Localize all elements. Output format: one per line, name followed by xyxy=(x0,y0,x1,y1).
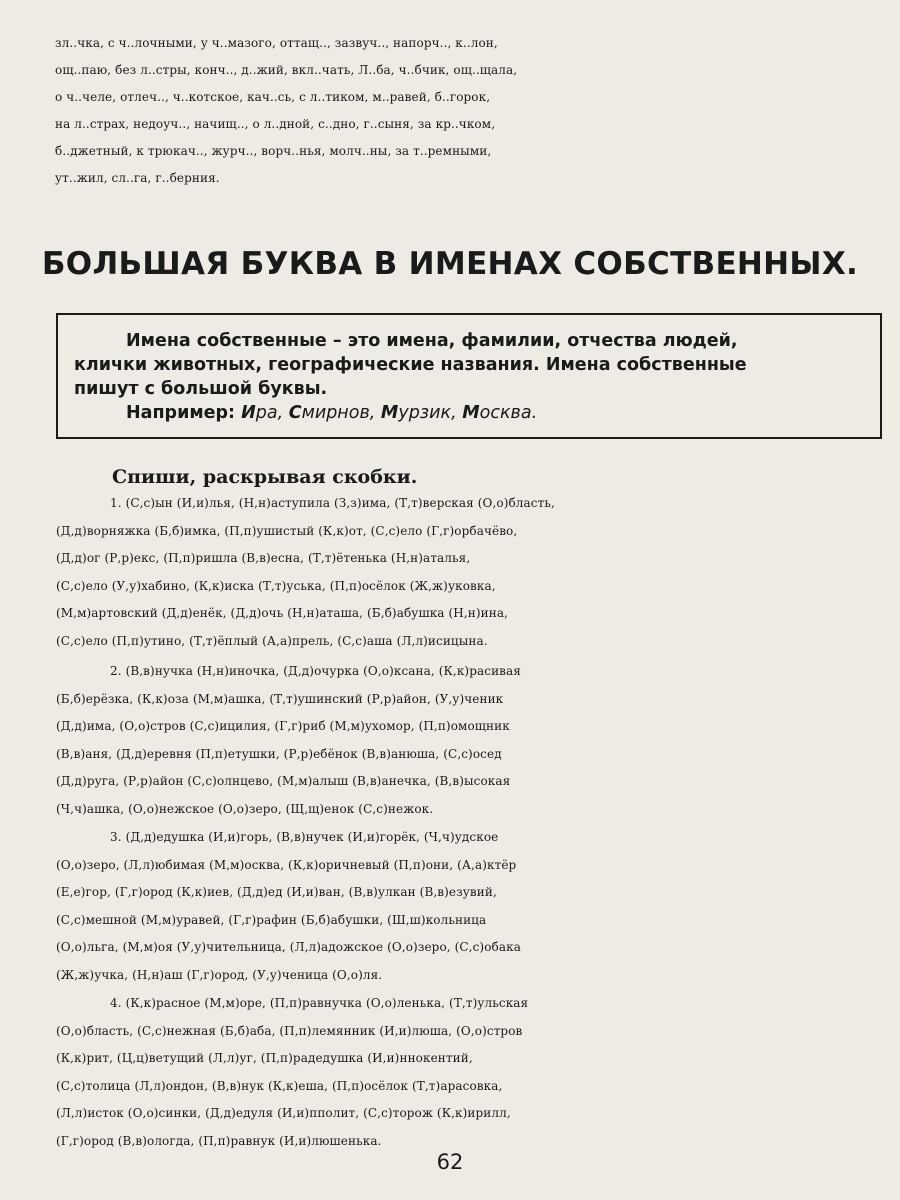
exercise-line: (С,с)толица (Л,л)ондон, (В,в)нук (К,к)еша, (П,п)осёлок (Т,т)арасовка, xyxy=(56,1078,503,1093)
exercise-line: 2. (В,в)нучка (Н,н)иночка, (Д,д)очурка (О,о)ксана, (К,к)расивая xyxy=(110,664,521,678)
exercise-line: (О,о)бласть, (С,с)нежная (Б,б)аба, (П,п)лемянник (И,и)люша, (О,о)стров xyxy=(56,1023,523,1038)
text-line: ут..жил, сл..га, г..берния. xyxy=(55,171,220,185)
exercise-line: (Ч,ч)ашка, (О,о)нежское (О,о)зеро, (Щ,щ)енок (С,с)нежок. xyxy=(56,801,434,816)
exercise-line: (Г,г)ород (В,в)ологда, (П,п)равнук (И,и)люшенька. xyxy=(56,1133,382,1148)
example-label: Например: xyxy=(126,403,236,423)
exercise-line: 1. (С,с)ын (И,и)лья, (Н,н)аступила (З,з)има, (Т,т)верская (О,о)бласть, xyxy=(110,496,555,510)
example-rest: осква xyxy=(479,403,532,423)
exercise-line: (Д,д)руга, (Р,р)айон (С,с)олнцево, (М,м)алыш (В,в)анечка, (В,в)ысокая xyxy=(56,774,511,788)
exercise-line: (Ж,ж)учка, (Н,н)аш (Г,г)ород, (У,у)ченица (О,о)ля. xyxy=(56,967,383,982)
exercise-4 xyxy=(56,990,886,1155)
page-number: 62 xyxy=(436,1150,464,1174)
exercise-2 xyxy=(56,658,886,823)
exercise-line: (Д,д)ог (Р,р)екс, (П,п)ришла (В,в)есна, (Т,т)ётенька (Н,н)аталья, xyxy=(56,551,471,565)
example-rest: мирнов xyxy=(301,403,370,423)
exercise-line: (К,к)рит, (Ц,ц)ветущий (Л,л)уг, (П,п)радедушка (И,и)ннокентий, xyxy=(56,1051,473,1065)
rule-line: пишут с большой буквы. xyxy=(74,379,328,399)
example-rest: урзик xyxy=(398,403,452,423)
rule-line: клички животных, географические названия. Имена собственные xyxy=(74,355,747,375)
exercise-line: (В,в)аня, (Д,д)еревня (П,п)етушки, (Р,р)ебёнок (В,в)анюша, (С,с)осед xyxy=(56,746,502,761)
exercise-line: (С,с)ело (У,у)хабино, (К,к)иска (Т,т)уська, (П,п)осёлок (Ж,ж)уковка, xyxy=(56,578,496,593)
example-capital: С xyxy=(288,403,302,423)
example-capital: М xyxy=(462,403,480,423)
exercise-line: (Л,л)исток (О,о)синки, (Д,д)едуля (И,и)пполит, (С,с)торож (К,к)ирилл, xyxy=(56,1106,511,1120)
exercise-line: (Е,е)гор, (Г,г)ород (К,к)иев, (Д,д)ед (И,и)ван, (В,в)улкан (В,в)езувий, xyxy=(56,885,497,899)
section-title: БОЛЬШАЯ БУКВА В ИМЕНАХ СОБСТВЕННЫХ. xyxy=(41,246,859,282)
exercise-line: 4. (К,к)расное (М,м)оре, (П,п)равнучка (О,о)ленька, (Т,т)ульская xyxy=(110,996,529,1010)
exercise-line: 3. (Д,д)едушка (И,и)горь, (В,в)нучек (И,и)горёк, (Ч,ч)удское xyxy=(110,830,499,844)
text-line: о ч..челе, отлеч.., ч..котское, кач..сь, с л..тиком, м..равей, б..горок, xyxy=(55,90,491,104)
text-line: зл..чка, с ч..лочными, у ч..мазого, оттащ.., зазвуч.., напорч.., к..лон, xyxy=(55,36,498,50)
rule-box xyxy=(56,313,882,439)
exercise-instruction: Спиши, раскрывая скобки. xyxy=(112,466,418,488)
text-line: ощ..паю, без л..стры, конч.., д..жий, вкл..чать, Л..ба, ч..бчик, ощ..щала, xyxy=(55,63,518,77)
continued-exercise-text xyxy=(55,30,885,192)
example-words: Ира, Смирнов, Мурзик, Москва. xyxy=(241,403,538,423)
exercise-line: (Д,д)има, (О,о)стров (С,с)ицилия, (Г,г)риб (М,м)ухомор, (П,п)омощник xyxy=(56,719,510,733)
exercise-3 xyxy=(56,824,886,989)
example-capital: И xyxy=(241,403,256,423)
text-line: на л..страх, недоуч.., начищ.., о л..дной, с..дно, г..сыня, за кр..чком, xyxy=(55,117,496,131)
exercise-1 xyxy=(56,490,886,655)
exercise-line: (О,о)зеро, (Л,л)юбимая (М,м)осква, (К,к)оричневый (П,п)они, (А,а)ктёр xyxy=(56,857,517,872)
exercise-line: (С,с)ело (П,п)утино, (Т,т)ёплый (А,а)прель, (С,с)аша (Л,л)исицына. xyxy=(56,633,488,648)
exercise-line: (С,с)мешной (М,м)уравей, (Г,г)рафин (Б,б)абушки, (Ш,ш)кольница xyxy=(56,912,487,927)
exercise-line: (О,о)льга, (М,м)оя (У,у)чительница, (Л,л)адожское (О,о)зеро, (С,с)обака xyxy=(56,940,521,954)
exercise-line: (Д,д)ворняжка (Б,б)имка, (П,п)ушистый (К,к)от, (С,с)ело (Г,г)орбачёво, xyxy=(56,523,518,538)
text-line: б..джетный, к трюкач.., журч.., ворч..нья, молч..ны, за т..ремными, xyxy=(55,144,492,158)
exercise-line: (Б,б)ерёзка, (К,к)оза (М,м)ашка, (Т,т)ушинский (Р,р)айон, (У,у)ченик xyxy=(56,691,504,706)
example-rest: ра xyxy=(255,403,278,423)
exercise-line: (М,м)артовский (Д,д)енёк, (Д,д)очь (Н,н)аташа, (Б,б)абушка (Н,н)ина, xyxy=(56,606,508,620)
rule-line: Имена собственные – это имена, фамилии, отчества людей, xyxy=(126,331,738,351)
rule-example xyxy=(74,401,864,425)
example-capital: М xyxy=(380,403,399,423)
